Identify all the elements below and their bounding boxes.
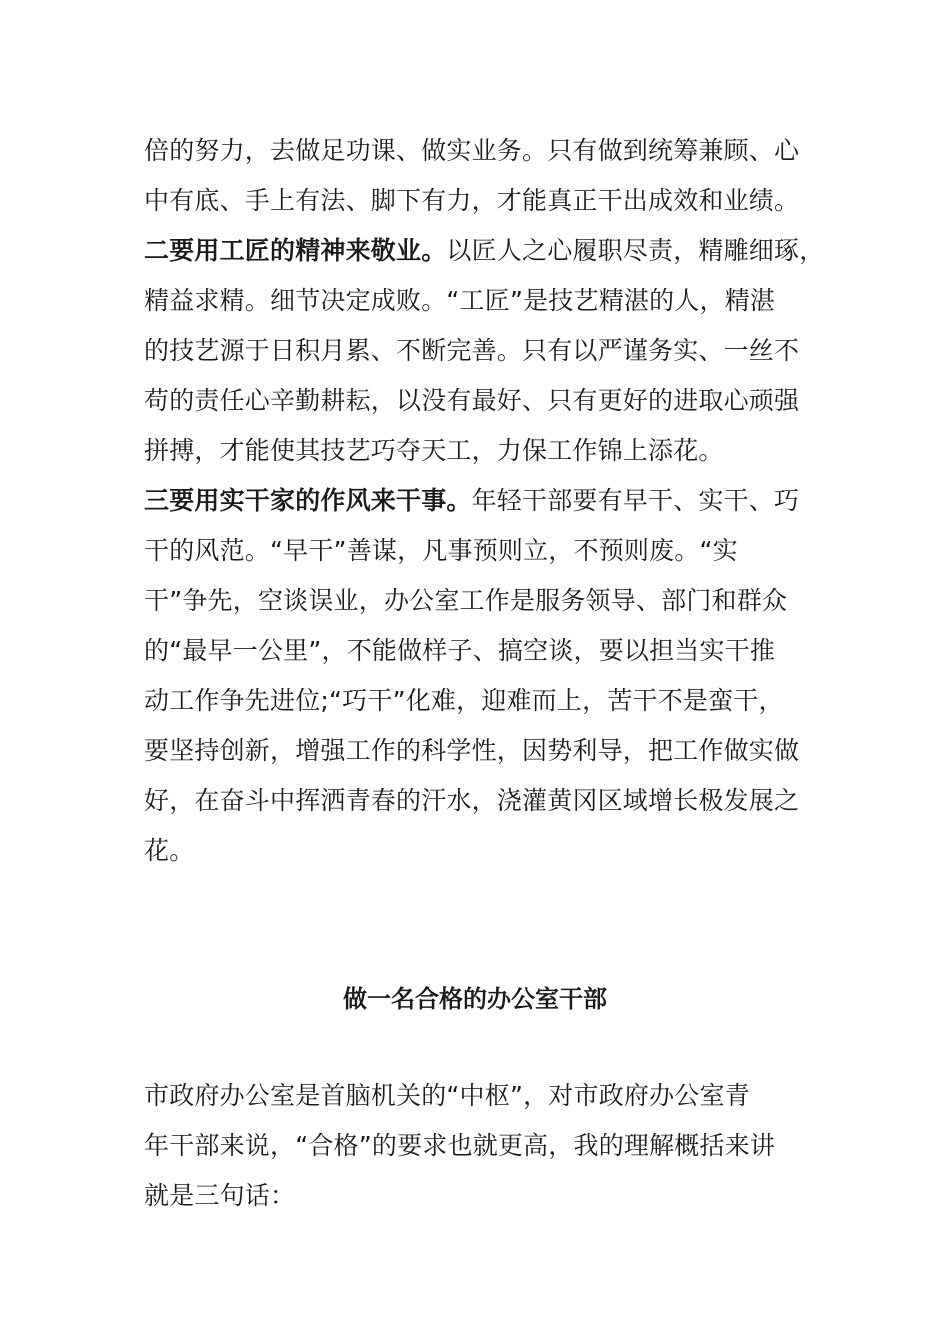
paragraph-line: 干”争先，空谈误业，办公室工作是服务领导、部门和群众 bbox=[144, 586, 788, 615]
paragraph-line: 的技艺源于日积月累、不断完善。只有以严谨务实、一丝不 bbox=[144, 336, 800, 365]
point-2-first-line bbox=[144, 226, 824, 276]
section-heading: 做一名合格的办公室干部 bbox=[343, 985, 607, 1013]
paragraph-line: 中有底、手上有法、脚下有力，才能真正干出成效和业绩。 bbox=[144, 186, 800, 215]
paragraph-line: 拼搏，才能使其技艺巧夺天工，力保工作锦上添花。 bbox=[144, 436, 724, 465]
paragraph-line: 要坚持创新，增强工作的科学性，因势利导，把工作做实做 bbox=[144, 736, 800, 765]
paragraph-line: 就是三句话： bbox=[144, 1181, 296, 1210]
paragraph-line: 好，在奋斗中挥洒青春的汗水，浇灌黄冈区域增长极发展之 bbox=[144, 786, 800, 815]
point-2-rest: 以匠人之心履职尽责，精雕细琢， bbox=[446, 236, 825, 265]
point-2-lead: 二要用工匠的精神来敬业。 bbox=[144, 236, 447, 265]
point-3-first-line bbox=[144, 476, 824, 526]
paragraph-line: 倍的努力，去做足功课、做实业务。只有做到统筹兼顾、心 bbox=[144, 136, 800, 165]
paragraph-line: 的“最早一公里”，不能做样子、搞空谈，要以担当实干推 bbox=[144, 636, 776, 665]
paragraph-line: 年干部来说，“合格”的要求也就更高，我的理解概括来讲 bbox=[144, 1131, 776, 1160]
paragraph-line: 精益求精。细节决定成败。“工匠”是技艺精湛的人，精湛 bbox=[144, 286, 776, 315]
paragraph-line: 苟的责任心辛勤耕耘，以没有最好、只有更好的进取心顽强 bbox=[144, 386, 800, 415]
paragraph-line: 花。 bbox=[144, 836, 195, 865]
point-3-rest: 年轻干部要有早干、实干、巧 bbox=[471, 486, 800, 515]
paragraph-line: 市政府办公室是首脑机关的“中枢”，对市政府办公室青 bbox=[144, 1081, 750, 1110]
body-text-section-1 bbox=[144, 126, 824, 876]
paragraph-line: 干的风范。“早干”善谋，凡事预则立，不预则废。“实 bbox=[144, 536, 738, 565]
paragraph-line: 动工作争先进位;“巧干”化难，迎难而上，苦干不是蛮干， bbox=[144, 686, 784, 715]
body-text-section-2 bbox=[144, 1071, 824, 1221]
point-3-lead: 三要用实干家的作风来干事。 bbox=[144, 486, 472, 515]
